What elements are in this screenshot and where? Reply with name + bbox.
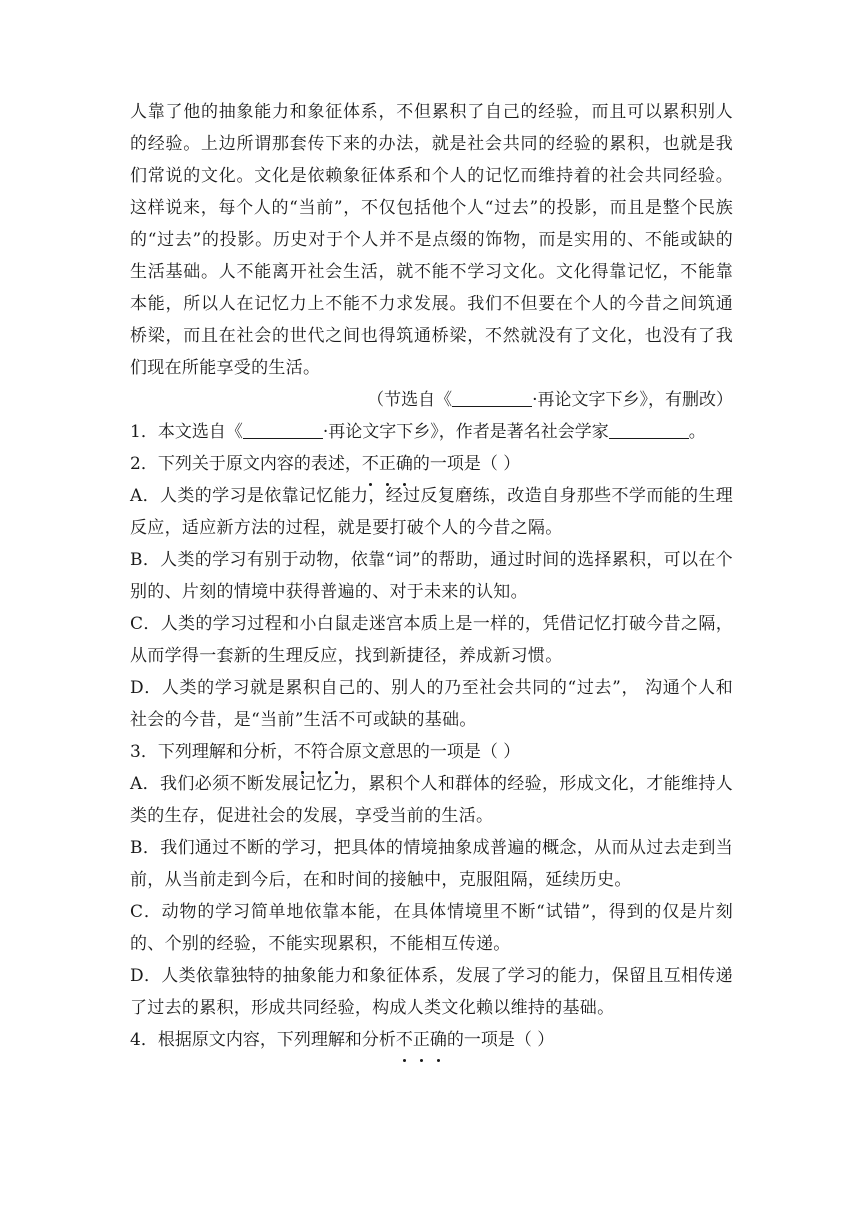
question-4: 4．根据原文内容，下列理解和分析不正确的一项是（ ） — [130, 1024, 733, 1056]
emphasis-char: 符 — [311, 736, 328, 768]
question-3: 3．下列理解和分析，不符合原文意思的一项是（ ） — [130, 736, 733, 768]
passage-text: 人靠了他的抽象能力和象征体系，不但累积了自己的经验，而且可以累积别人的经验。上边所谓那套传下来的办法，就是社会共同的经验的累积，也就是我们常说的文化。文化是依赖象征体系和个人的记忆而维持着的社会共同经验。这样说来，每个人的“当前”，不仅包括他个人“过去”的投影，而且是整个民族的“过去”的投影。历史对于个人并不是点缀的饰物，而是实用的、不能或缺的生活基础。人不能离开社会生活，就不能不学习文化。文化得靠记忆，不能靠本能，所以人在记忆力上不能不力求发展。我们不但要在个人的今昔之间筑通桥梁，而且在社会的世代之间也得筑通桥梁，不然就没有了文化，也没有了我们现在所能享受的生活。 — [130, 102, 733, 378]
emphasis-char: 不 — [294, 736, 311, 768]
question-1: 1．本文选自《 ·再论文字下乡》，作者是著名社会学家 。 — [130, 422, 706, 442]
q3-option-b[interactable]: B．我们通过不断的学习，把具体的情境抽象成普遍的概念，从而从过去走到当前，从当前走到今后，在和时间的接触中，克服阻隔，延续历史。 — [130, 838, 733, 890]
emphasis-char: 确 — [430, 1024, 447, 1056]
q3-option-a[interactable]: A．我们必须不断发展记忆力，累积个人和群体的经验，形成文化，才能维持人类的生存，促进社会的发展，享受当前的生活。 — [130, 774, 733, 826]
q2-option-b[interactable]: B．人类的学习有别于动物，依靠“词”的帮助，通过时间的选择累积，可以在个别的、片刻的情境中获得普遍的、对于未来的认知。 — [130, 550, 733, 602]
exam-page — [130, 96, 733, 1056]
q2-option-a[interactable]: A．人类的学习是依靠记忆能力，经过反复磨练，改造自身那些不学而能的生理反应，适应新方法的过程，就是要打破个人的今昔之隔。 — [130, 486, 733, 538]
emphasis-char: 不 — [396, 1024, 413, 1056]
emphasis-char: 正 — [379, 448, 396, 480]
emphasis-char: 不 — [362, 448, 379, 480]
q1-book-blank[interactable] — [243, 422, 323, 439]
emphasis-char: 正 — [413, 1024, 430, 1056]
q1-author-blank[interactable] — [609, 422, 689, 439]
emphasis-char: 确 — [396, 448, 413, 480]
q3-option-c[interactable]: C．动物的学习简单地依靠本能，在具体情境里不断“试错”，得到的仅是片刻的、个别的经验，不能实现累积，不能相互传递。 — [130, 902, 733, 954]
source-citation: （节选自《 ·再论文字下乡》，有删改） — [367, 390, 733, 410]
q2-option-d[interactable]: D．人类的学习就是累积自己的、别人的乃至社会共同的“过去”， 沟通个人和社会的今昔，是“当前”生活不可或缺的基础。 — [130, 678, 733, 730]
emphasis-char: 合 — [328, 736, 345, 768]
source-blank[interactable] — [452, 390, 532, 407]
question-2: 2．下列关于原文内容的表述，不正确的一项是（ ） — [130, 448, 733, 480]
q3-option-d[interactable]: D．人类依靠独特的抽象能力和象征体系，发展了学习的能力，保留且互相传递了过去的累积，形成共同经验，构成人类文化赖以维持的基础。 — [130, 966, 733, 1018]
q2-option-c[interactable]: C．人类的学习过程和小白鼠走迷宫本质上是一样的，凭借记忆打破今昔之隔，从而学得一套新的生理反应，找到新捷径，养成新习惯。 — [130, 614, 733, 666]
